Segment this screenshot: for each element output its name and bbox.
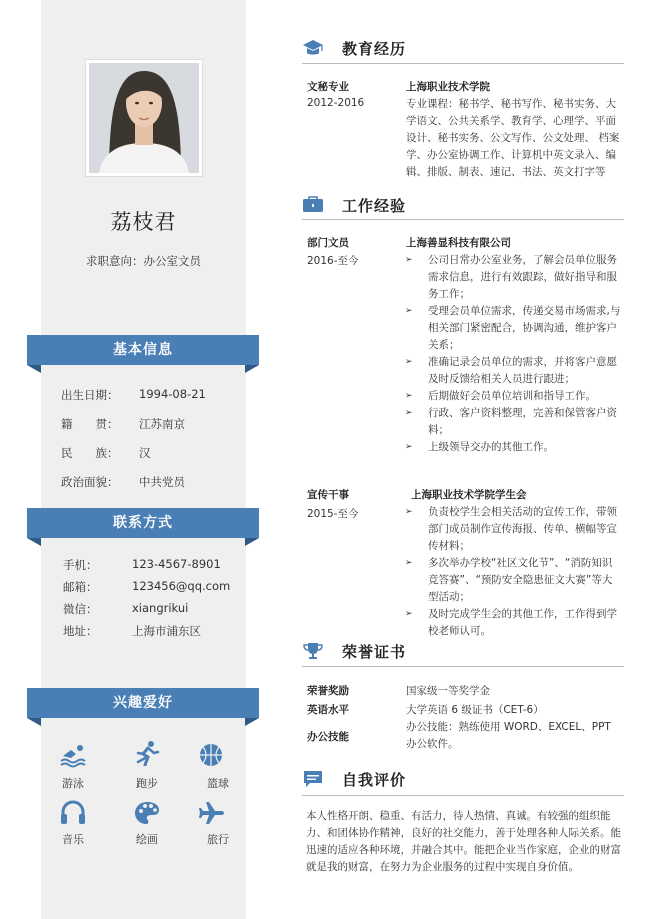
job-bullet: ➢ 公司日常办公室业务，了解会员单位服务需求信息，进行有效跟踪，做好指导和服务工作；: [405, 254, 617, 300]
job-bullet: ➢ 行政、客户资料整理，完善和保管客户资料；: [405, 407, 617, 436]
contact-label: 地址：: [63, 624, 98, 638]
avatar: [89, 63, 199, 173]
job-company: 上海职业技术学院学生会: [411, 489, 527, 501]
bullet-text: 受理会员单位需求，传递交易市场需求,与相关部门紧密配合，协调沟通，维护客户关系；: [428, 305, 621, 351]
bullet-text: 负责校学生会相关活动的宣传工作，带领部门成员制作宣传海报、传单、横幅等宣传材料；: [428, 506, 617, 552]
divider: [302, 219, 624, 220]
basic-value: 1994-08-21: [139, 387, 206, 401]
email-value: 123456@qq.com: [132, 579, 231, 593]
bullet-text: 公司日常办公室业务，了解会员单位服务需求信息，进行有效跟踪，做好指导和服务工作；: [428, 254, 617, 300]
honor-label: 荣誉奖励: [307, 685, 349, 697]
basic-value: 江苏南京: [139, 417, 185, 431]
honors-title: 荣誉证书: [342, 643, 407, 661]
basic-value: 中共党员: [139, 475, 185, 489]
divider: [302, 63, 624, 64]
job-role: 部门文员: [307, 237, 349, 249]
comment-icon: [302, 770, 324, 788]
bullet-text: 行政、客户资料整理，完善和保管客户资料；: [428, 407, 617, 436]
candidate-name: 荔枝君: [110, 210, 177, 234]
education-major: 文秘专业: [307, 81, 349, 93]
job-bullet: ➢ 多次举办学校“社区文化节”、“消防知识竞答赛”、“预防安全隐患征文大赛”等大型活动；: [405, 557, 613, 603]
swimming-icon: [59, 742, 87, 768]
education-period: 2012-2016: [307, 97, 365, 109]
job-bullet: ➢ 准确记录会员单位的需求，并将客户意愿及时反馈给相关人员进行跟进；: [405, 356, 617, 385]
job-bullet: ➢ 受理会员单位需求，传递交易市场需求,与相关部门紧密配合，协调沟通，维护客户关系；: [405, 305, 621, 351]
job-company: 上海善显科技有限公司: [406, 237, 511, 249]
graduation-cap-icon: [302, 39, 324, 57]
job-bullet: ➢ 后期做好会员单位培训和指导工作。: [405, 390, 596, 402]
wechat-value: xiangrikui: [132, 601, 189, 615]
hobby-label: 跑步: [136, 777, 158, 790]
bullet-text: 后期做好会员单位培训和指导工作。: [428, 390, 596, 402]
hobbies-header: 兴趣爱好: [27, 688, 259, 718]
bullet-text: 及时完成学生会的其他工作，工作得到学校老师认可。: [428, 608, 617, 637]
job-bullet: ➢ 及时完成学生会的其他工作，工作得到学校老师认可。: [405, 608, 617, 637]
profile-photo: [86, 60, 202, 176]
briefcase-icon: [302, 195, 324, 213]
basic-label: 政治面貌：: [61, 475, 119, 489]
honor-value: 办公技能：熟练使用 WORD、EXCEL、PPT 办公软件。: [406, 721, 611, 750]
basic-value: 汉: [139, 446, 151, 460]
job-bullet: ➢ 上级领导交办的其他工作。: [405, 441, 554, 453]
job-bullet: ➢ 负责校学生会相关活动的宣传工作，带领部门成员制作宣传海报、传单、横幅等宣传材料；: [405, 506, 617, 552]
honor-label: 办公技能: [307, 731, 349, 743]
address-value: 上海市浦东区: [132, 624, 201, 638]
education-courses: 专业课程：秘书学、秘书写作、秘书实务、大学语文、公共关系学、教育学、心理学、平面设计、秘书实务、公文写作、公文处理、 档案学、办公室协调工作、计算机中英文录入、编辑、排版、制表、速记、书法、英文打字等: [406, 98, 620, 178]
basic-info-header: 基本信息: [27, 335, 259, 365]
education-school: 上海职业技术学院: [406, 81, 490, 93]
self-eval-title: 自我评价: [342, 771, 407, 789]
divider: [302, 666, 624, 667]
palette-icon: [133, 800, 161, 826]
airplane-icon: [198, 800, 226, 826]
portrait-image: [89, 63, 199, 173]
contact-label: 邮箱：: [63, 580, 98, 594]
trophy-icon: [302, 642, 324, 660]
contact-header: 联系方式: [27, 508, 259, 538]
honor-label: 英语水平: [307, 704, 349, 716]
bullet-text: 上级领导交办的其他工作。: [428, 441, 554, 453]
hobby-label: 旅行: [207, 833, 229, 846]
job-period: 2015-至今: [307, 508, 359, 520]
hobby-label: 绘画: [136, 833, 158, 846]
honor-value: 国家级一等奖学金: [406, 685, 490, 697]
hobby-label: 音乐: [62, 833, 84, 846]
contact-label: 手机：: [63, 558, 98, 572]
job-period: 2016-至今: [307, 255, 359, 267]
bullet-text: 多次举办学校“社区文化节”、“消防知识竞答赛”、“预防安全隐患征文大赛”等大型活动；: [428, 557, 613, 603]
basic-label: 籍 贯：: [61, 417, 119, 431]
headphones-icon: [59, 800, 87, 826]
contact-label: 微信：: [63, 602, 98, 616]
job-intent: 求职意向：办公室文员: [86, 254, 201, 268]
basic-label: 出生日期：: [61, 388, 119, 402]
hobby-label: 篮球: [207, 777, 229, 790]
basketball-icon: [197, 742, 225, 768]
job-role: 宣传干事: [307, 489, 349, 501]
phone-value: 123-4567-8901: [132, 557, 221, 571]
divider: [302, 795, 624, 796]
self-eval-text: 本人性格开朗、稳重、有活力，待人热情、真诚。有较强的组织能力、和团体协作精神，良好的社交能力，善于处理各种人际关系。能迅速的适应各种环境，并融合其中。能把企业当作家庭，企业的财富就是我的财富，在努力为企业服务的过程中实现自身价值。: [306, 810, 621, 873]
hobby-label: 游泳: [62, 777, 84, 790]
bullet-text: 准确记录会员单位的需求，并将客户意愿及时反馈给相关人员进行跟进；: [428, 356, 617, 385]
running-icon: [133, 740, 161, 766]
work-title: 工作经验: [342, 197, 407, 215]
honor-value: 大学英语 6 级证书（CET-6）: [406, 704, 544, 716]
basic-label: 民 族：: [61, 446, 119, 460]
education-title: 教育经历: [342, 40, 407, 58]
